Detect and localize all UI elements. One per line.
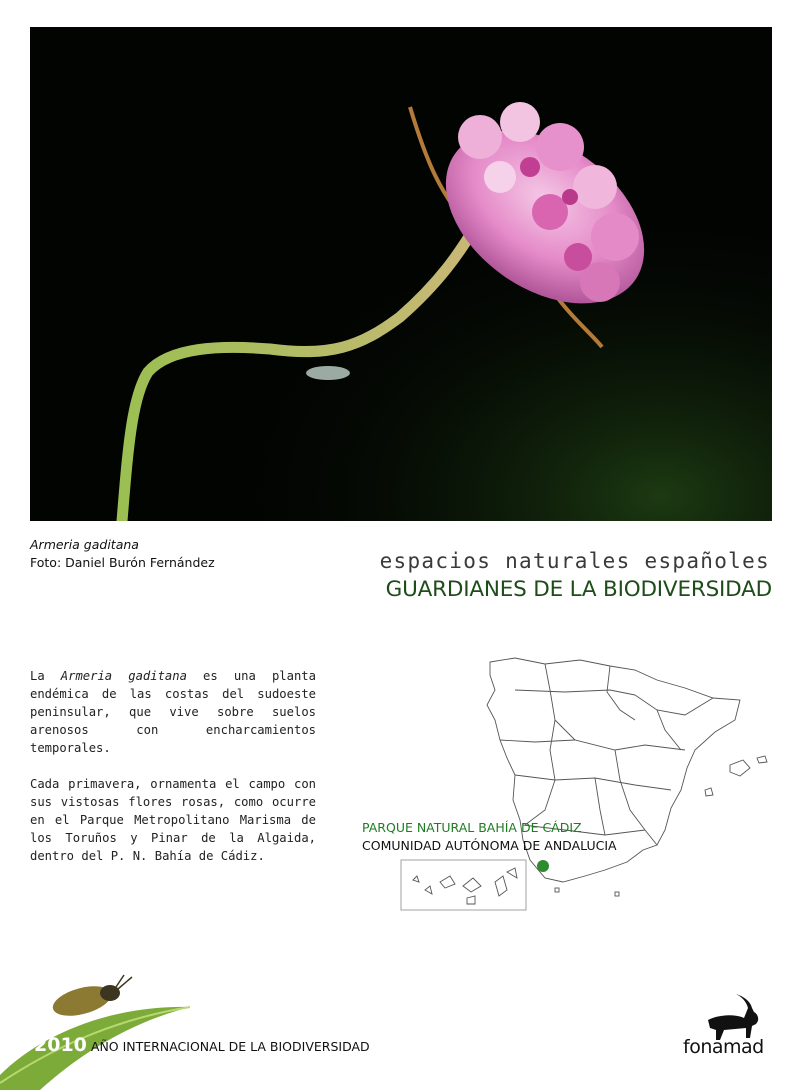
park-name: PARQUE NATURAL BAHÍA DE CÁDIZ (362, 820, 582, 835)
flower-illustration (30, 27, 772, 521)
canary-islands-inset (401, 860, 526, 910)
paragraph-1 (30, 667, 316, 757)
caption-species: Armeria gaditana (30, 537, 139, 552)
balearic-islands (705, 756, 767, 796)
p1-rest: es una planta endémica de las costas del sudoeste peninsular, que vive sobre suelos arenosos con encharcamientos temporales. (30, 669, 316, 755)
photo-caption (30, 536, 215, 572)
footer-year-text: AÑO INTERNACIONAL DE LA BIODIVERSIDAD (90, 1039, 370, 1054)
paragraph-2: Cada primavera, ornamenta el campo con sus vistosas flores rosas, como ocurre en el Parque Metropolitano Marisma de los Toruños y Pinar de la Algaida, dentro del P. N. Bahía de Cádiz. (30, 777, 316, 863)
footer-year: 2010 (34, 1034, 87, 1056)
caption-credit: Foto: Daniel Burón Fernández (30, 555, 215, 570)
hero-photo (30, 27, 772, 521)
series-title: espacios naturales españoles (379, 549, 770, 573)
footer-banner (34, 1034, 370, 1056)
p1-species: Armeria gaditana (60, 669, 187, 683)
spain-map (395, 650, 775, 915)
body-text (30, 667, 316, 883)
leaf-beetle-graphic (0, 965, 200, 1090)
headline: GUARDIANES DE LA BIODIVERSIDAD (385, 577, 772, 602)
park-location-marker (537, 860, 549, 872)
logo-wordmark: fonamad (683, 1036, 764, 1058)
p1-prefix: La (30, 669, 61, 683)
water-drop (306, 366, 350, 380)
community-name: COMUNIDAD AUTÓNOMA DE ANDALUCIA (362, 838, 617, 853)
